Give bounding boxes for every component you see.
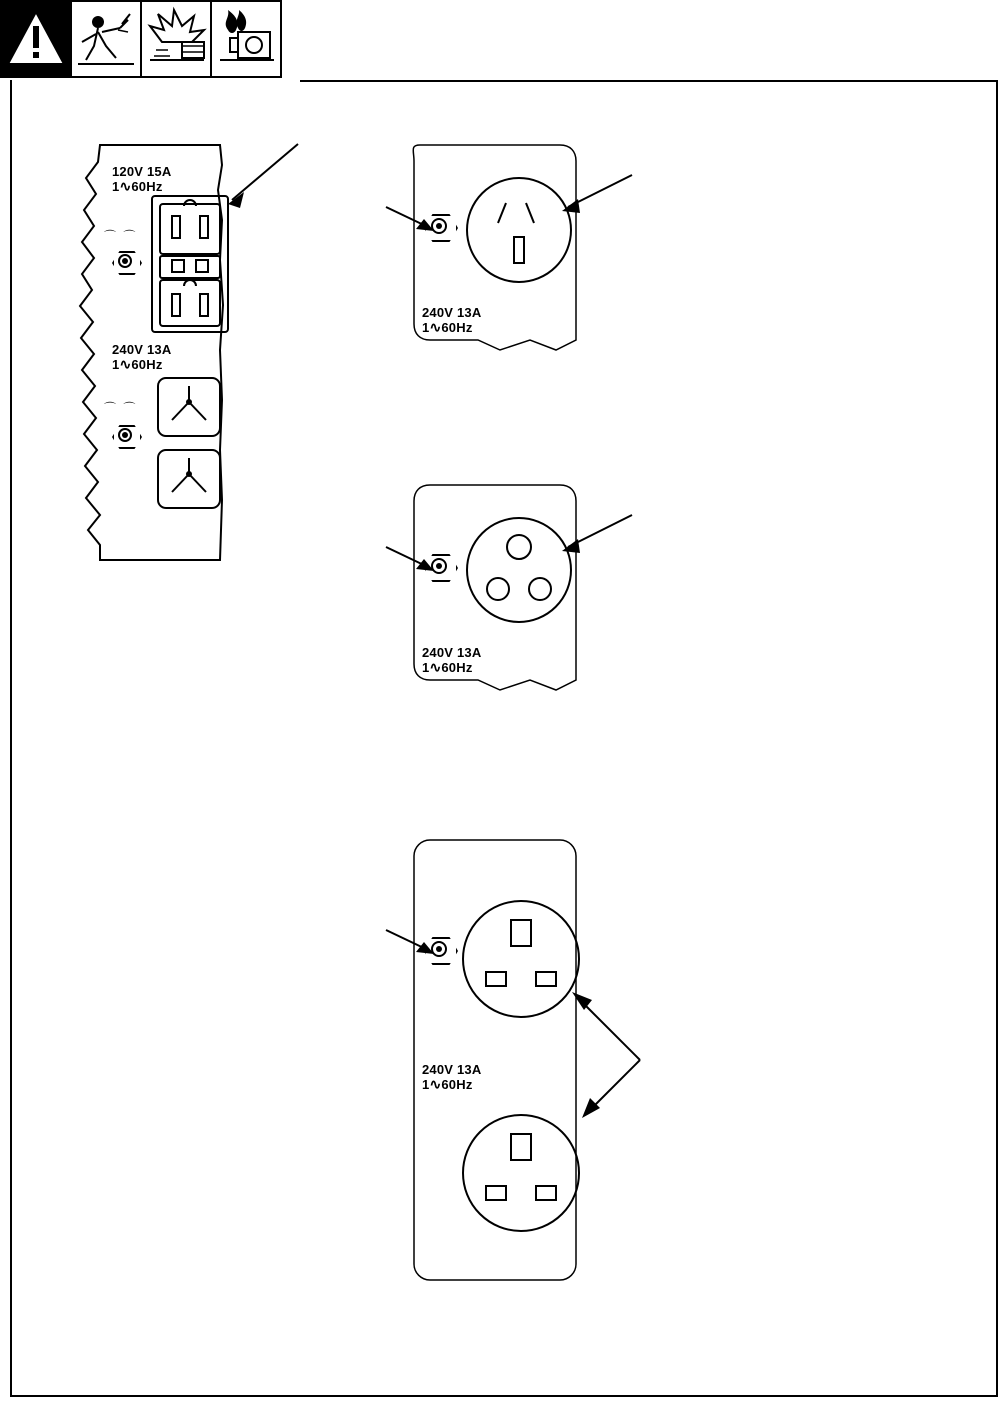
label-240v: 240V 13A 1∿60Hz	[112, 342, 172, 372]
label-240v-au: 240V 13A 1∿60Hz	[422, 305, 482, 335]
callout-uk-sockets	[530, 970, 670, 1150]
panel-na-duplex	[70, 130, 300, 580]
receptacle-240v-lower[interactable]	[156, 448, 222, 510]
safety-hazard-pictograms	[0, 0, 282, 78]
panel-uk-sockets	[380, 830, 670, 1290]
panel-au-socket	[380, 135, 660, 385]
fire-hazard-icon	[210, 0, 282, 78]
callout-socket-au	[510, 165, 650, 245]
label-240v-uk: 240V 13A 1∿60Hz	[422, 1062, 482, 1092]
explosion-icon	[140, 0, 212, 78]
callout-socket-round	[510, 505, 650, 585]
breaker-reset-marks-240v: ⌒ ⌒	[104, 401, 138, 415]
label-120v: 120V 15A 1∿60Hz	[112, 164, 172, 194]
panel-round-socket	[380, 475, 660, 725]
circuit-breaker-knob-120v[interactable]	[112, 248, 138, 274]
electric-shock-icon	[70, 0, 142, 78]
warning-exclamation-icon	[0, 0, 72, 78]
callout-gfci-receptacle	[170, 130, 310, 230]
receptacle-240v-upper[interactable]	[156, 376, 222, 438]
breaker-reset-marks-120v: ⌒ ⌒	[104, 229, 138, 243]
circuit-breaker-knob-240v[interactable]	[112, 422, 138, 448]
label-240v-round: 240V 13A 1∿60Hz	[422, 645, 482, 675]
